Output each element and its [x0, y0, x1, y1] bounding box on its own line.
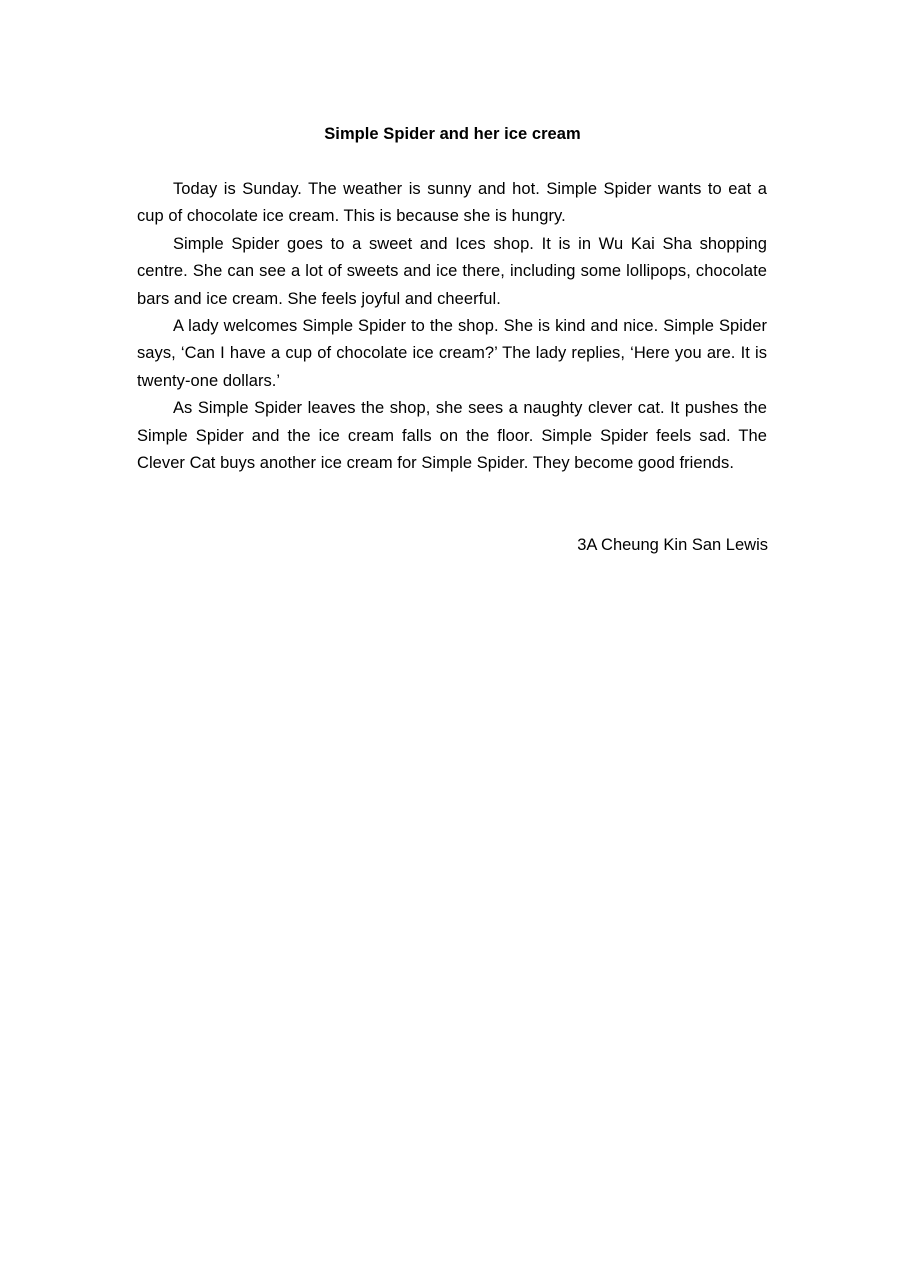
paragraph-3: A lady welcomes Simple Spider to the shop. She is kind and nice. Simple Spider says, ‘Can I have a cup of chocolate ice cream?’ The lady replies, ‘Here you are. It is twenty-one dollars.’ [137, 317, 767, 390]
story-body [137, 176, 767, 477]
paragraph-1: Today is Sunday. The weather is sunny and hot. Simple Spider wants to eat a cup of chocolate ice cream. This is because she is hungry. [137, 180, 767, 226]
author-signature: 3A Cheung Kin San Lewis [577, 536, 768, 554]
story-title: Simple Spider and her ice cream [324, 125, 581, 143]
paragraph-2: Simple Spider goes to a sweet and Ices shop. It is in Wu Kai Sha shopping centre. She can see a lot of sweets and ice there, including some lollipops, chocolate bars and ice cream. She feels joyful and cheerful. [137, 234, 767, 308]
paragraph-4: As Simple Spider leaves the shop, she sees a naughty clever cat. It pushes the Simple Spider and the ice cream falls on the floor. Simple Spider feels sad. The Clever Cat buys another ice cream for Simple Spider. They become good friends. [137, 399, 767, 473]
